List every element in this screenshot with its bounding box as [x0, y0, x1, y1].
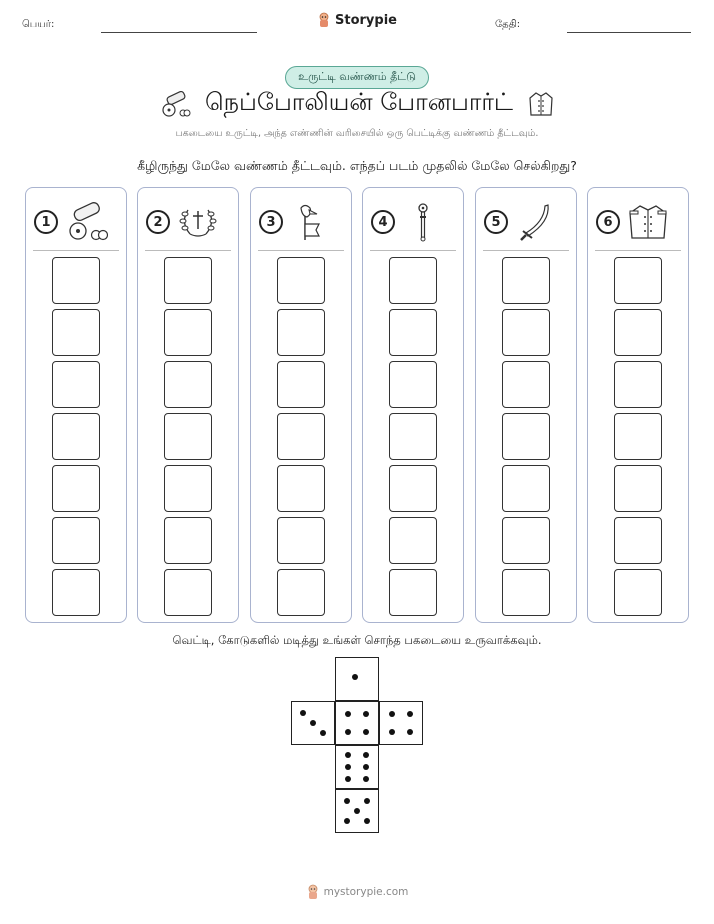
scepter-icon: [401, 202, 445, 242]
dice-face-4: [335, 701, 379, 745]
color-box[interactable]: [277, 413, 325, 460]
brand-name: Storypie: [335, 12, 397, 28]
color-box[interactable]: [277, 309, 325, 356]
color-box[interactable]: [502, 257, 550, 304]
instruction-question: கீழிருந்து மேலே வண்ணம் தீட்டவும். எந்தப் படம் முதலில் மேலே செல்கிறது?: [137, 158, 577, 173]
color-box[interactable]: [614, 465, 662, 512]
military-jacket-icon: [527, 90, 555, 118]
color-box[interactable]: [389, 413, 437, 460]
column-number: 1: [34, 210, 58, 234]
name-line[interactable]: [101, 32, 257, 33]
color-box[interactable]: [164, 257, 212, 304]
color-box[interactable]: [389, 569, 437, 616]
column-2: [137, 187, 239, 623]
color-box[interactable]: [277, 361, 325, 408]
color-box[interactable]: [164, 309, 212, 356]
color-box[interactable]: [614, 361, 662, 408]
title-row: [0, 88, 714, 119]
color-box[interactable]: [502, 465, 550, 512]
cut-instruction: வெட்டி, கோடுகளில் மடித்து உங்கள் சொந்த பகடையை உருவாக்கவும்.: [172, 633, 542, 647]
dice-face-6: [335, 745, 379, 789]
color-box[interactable]: [164, 569, 212, 616]
color-box[interactable]: [277, 517, 325, 564]
name-label: பெயர்:: [22, 19, 55, 30]
color-box[interactable]: [389, 517, 437, 564]
column-number: 2: [146, 210, 170, 234]
color-box[interactable]: [164, 413, 212, 460]
activity-badge: உருட்டி வண்ணம் தீட்டு: [285, 66, 429, 89]
column-number: 3: [259, 210, 283, 234]
column-number: 4: [371, 210, 395, 234]
color-box[interactable]: [614, 569, 662, 616]
dice-face-1: [335, 657, 379, 701]
mascot-icon: [317, 12, 331, 28]
column-number: 6: [596, 210, 620, 234]
brand-logo: [0, 12, 714, 28]
date-label: தேதி:: [495, 19, 521, 30]
footer-url[interactable]: mystorypie.com: [323, 886, 409, 898]
color-box[interactable]: [614, 413, 662, 460]
column-3: [250, 187, 352, 623]
color-box[interactable]: [277, 257, 325, 304]
cannon-icon: [64, 202, 108, 242]
color-box[interactable]: [52, 465, 100, 512]
color-box[interactable]: [164, 465, 212, 512]
column-4: [362, 187, 464, 623]
column-5: [475, 187, 577, 623]
instruction-subtitle: பகடையை உருட்டி, அந்த எண்ணின் வரிசையில் ஒரு பெட்டிக்கு வண்ணம் தீட்டவும்.: [175, 128, 539, 139]
mascot-icon: [306, 884, 320, 900]
color-box[interactable]: [52, 517, 100, 564]
color-box[interactable]: [277, 569, 325, 616]
page-title: நெப்போலியன் போனபார்ட்: [204, 88, 514, 116]
color-box[interactable]: [389, 257, 437, 304]
color-box[interactable]: [614, 517, 662, 564]
column-number: 5: [484, 210, 508, 234]
color-box[interactable]: [52, 257, 100, 304]
cannon-icon: [159, 91, 191, 117]
color-box[interactable]: [502, 361, 550, 408]
military-jacket-icon: [626, 202, 670, 242]
color-box[interactable]: [389, 309, 437, 356]
color-box[interactable]: [277, 465, 325, 512]
color-box[interactable]: [502, 569, 550, 616]
color-box[interactable]: [502, 309, 550, 356]
color-box[interactable]: [502, 517, 550, 564]
footer: [0, 884, 714, 900]
color-box[interactable]: [389, 465, 437, 512]
color-box[interactable]: [164, 517, 212, 564]
color-box[interactable]: [52, 413, 100, 460]
date-line[interactable]: [567, 32, 691, 33]
color-box[interactable]: [614, 257, 662, 304]
color-box[interactable]: [164, 361, 212, 408]
laurel-wreath-icon: [176, 202, 220, 242]
color-box[interactable]: [52, 569, 100, 616]
color-box[interactable]: [52, 361, 100, 408]
color-box[interactable]: [614, 309, 662, 356]
dice-face-4: [379, 701, 423, 745]
sabre-icon: [514, 202, 558, 242]
color-box[interactable]: [52, 309, 100, 356]
eagle-standard-icon: [289, 202, 333, 242]
dice-face-5: [335, 789, 379, 833]
color-box[interactable]: [389, 361, 437, 408]
color-box[interactable]: [502, 413, 550, 460]
column-6: [587, 187, 689, 623]
column-1: [25, 187, 127, 623]
dice-face-3: [291, 701, 335, 745]
